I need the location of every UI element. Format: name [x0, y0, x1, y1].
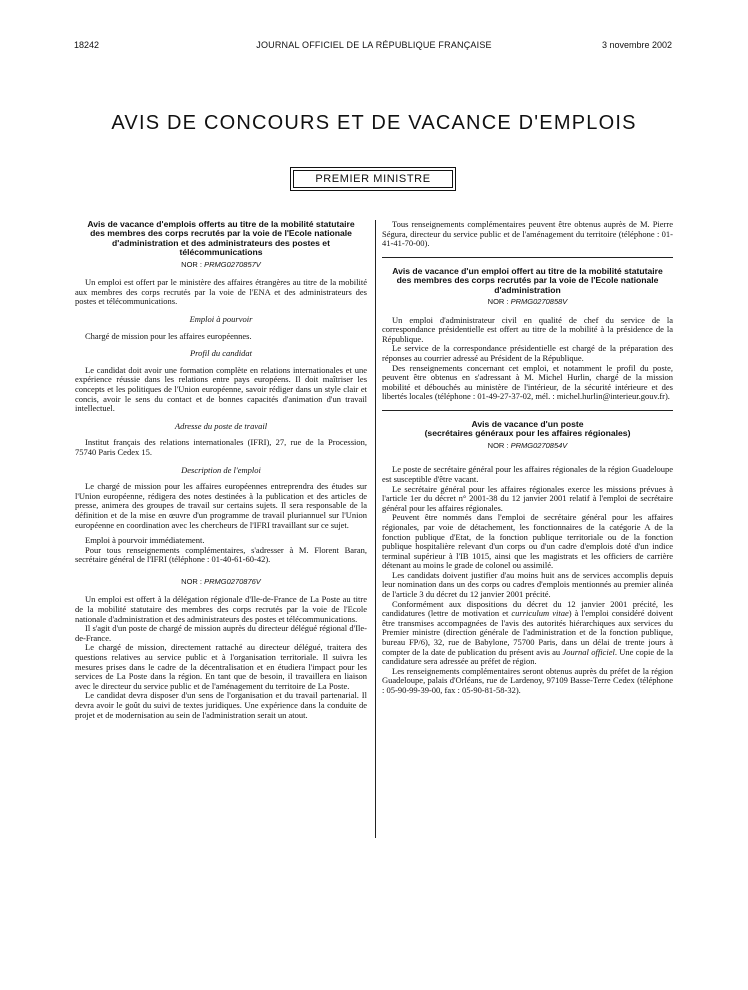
- nor-reference: NOR : PRMG0270876V: [181, 576, 261, 586]
- column-divider: [375, 220, 376, 838]
- paragraph: Emploi à pourvoir immédiatement.: [85, 535, 205, 546]
- paragraph: Le secrétaire général pour les affaires régionales exerce les missions prévues à l'article 1er du décret n° 2001-38 du 12 janvier 2001 relatif à l'emploi de secrétaire général pour les affaires régionales.: [382, 483, 673, 513]
- page-number: 18242: [74, 40, 100, 50]
- notice-subheading: (secrétaires généraux pour les affaires régionales): [424, 428, 631, 439]
- section-subtitle: Description de l'emploi: [181, 464, 261, 475]
- paragraph: Tous renseignements complémentaires peuvent être obtenus auprès de M. Pierre Ségura, directeur du service public et de l'aménagement du territoire (téléphone : 01-41-41-70-00).: [382, 219, 673, 249]
- section-rule: [382, 410, 673, 411]
- paragraph: Un emploi d'administrateur civil en qualité de chef du service de la correspondance présidentielle est offert au titre de la mobilité à la présidence de la République.: [382, 314, 673, 344]
- page-title: AVIS DE CONCOURS ET DE VACANCE D'EMPLOIS: [111, 112, 637, 134]
- ministry-box: [290, 167, 456, 191]
- notice-heading: Avis de vacance d'un poste: [471, 418, 584, 429]
- paragraph: Des renseignements concernant cet emploi, et notamment le profil du poste, peuvent être obtenus en s'adressant à M. Michel Hurlin, chargé de la mission mobilité et débouchés au ministère de l'intérieur, de la sécurité intérieure et des libertés locales (téléphone : 01-49-27-37-02, mél. : michel.hurlin@interieur.gouv.fr).: [382, 362, 673, 402]
- paragraph: Les candidats doivent justifier d'au moins huit ans de services accomplis depuis leur nomination dans un des corps ou cadres d'emplois mentionnés au premier alinéa de l'article 3 du décret du 12 janvier 2001 précité.: [382, 569, 673, 600]
- paragraph: Le candidat doit avoir une formation complète en relations internationales et une expérience réussie dans les relations entre pays européens. Il doit maîtriser les concepts et les politiques de l'Union européenne, savoir rédiger dans un style clair et concis, avoir le sens du contact et de bonnes capacités d'animation d'un travail intellectuel.: [75, 364, 367, 414]
- page-header: [0, 40, 748, 54]
- nor-reference: NOR : PRMG0270857V: [181, 259, 261, 269]
- section-subtitle: Adresse du poste de travail: [174, 420, 268, 431]
- paragraph: Un emploi est offert à la délégation régionale d'Ile-de-France de La Poste au titre de la mobilité statutaire des membres des corps recrutés par la voie de l'Ecole nationale d'administration et des administrateurs des postes et télécommunications.: [75, 594, 367, 624]
- journal-title: JOURNAL OFFICIEL DE LA RÉPUBLIQUE FRANÇAISE: [256, 40, 492, 50]
- paragraph: Le candidat devra disposer d'un sens de l'organisation et du travail partenarial. Il devra avoir le goût du suivi de textes juridiques. Une expérience dans la conduite de projet et de modernisation au sein de l'administration serait un atout.: [75, 690, 367, 720]
- paragraph: Peuvent être nommés dans l'emploi de secrétaire général pour les affaires régionales, par voie de détachement, les fonctionnaires de la catégorie A de la fonction publique d'Etat, de la fonction publique territoriale ou de la fonction publique hospitalière relevant d'un corps ou d'un cadre d'emplois doté d'un indice terminal supérieur à l'IB 1015, ainsi que les magistrats et les officiers de carrière détenant au moins le grade de colonel ou assimilé.: [382, 512, 673, 571]
- paragraph: Il s'agit d'un poste de chargé de mission auprès du directeur délégué régional d'Ile-de-France.: [75, 623, 367, 643]
- paragraph: Le poste de secrétaire général pour les affaires régionales de la région Guadeloupe est susceptible d'être vacant.: [382, 464, 673, 484]
- paragraph: Chargé de mission pour les affaires européennes.: [85, 330, 252, 341]
- paragraph: Conformément aux dispositions du décret du 12 janvier 2001 précité, les candidatures (lettre de motivation et curriculum vitae) à l'emploi considéré doivent être transmises accompagnées de l'avis des autorités hiérarchiques aux services du Premier ministre (direction générale de l'administration et de la fonction publique, bureau FP/6), 32, rue de Babylone, 75700 Paris, dans un délai de trente jours à compter de la date de publication du présent avis au Journal officiel. Une copie de la candidature sera adressée au préfet de région.: [382, 598, 674, 667]
- notice-heading: Avis de vacance d'un emploi offert au titre de la mobilité statutaire des membres des corps recrutés par la voie de l'Ecole nationale d'administration: [392, 265, 663, 295]
- section-subtitle: Emploi à pourvoir: [189, 314, 253, 324]
- notice-heading: Avis de vacance d'emplois offerts au titre de la mobilité statutaire des membres des corps recrutés par la voie de l'Ecole nationale d'administration et des administrateurs des postes et télécommunications: [87, 219, 355, 258]
- right-column: [382, 220, 673, 696]
- section-rule: [382, 257, 673, 258]
- paragraph: Pour tous renseignements complémentaires, s'adresser à M. Florent Baran, secrétaire général de l'IFRI (téléphone : 01-40-61-60-42).: [75, 544, 367, 565]
- paragraph: Institut français des relations internationales (IFRI), 27, rue de la Procession, 75740 Paris Cedex 15.: [75, 437, 367, 457]
- nor-reference: NOR : PRMG0270858V: [487, 297, 568, 306]
- ministry-label: PREMIER MINISTRE: [293, 170, 453, 188]
- paragraph: Le service de la correspondance présidentielle est chargé de la préparation des réponses au courrier adressé au Président de la République.: [382, 343, 673, 363]
- issue-date: 3 novembre 2002: [601, 40, 672, 50]
- paragraph: Un emploi est offert par le ministère des affaires étrangères au titre de la mobilité aux membres des corps recrutés par la voie de l'ENA et des administrateurs des postes et télécommunications.: [75, 277, 367, 307]
- section-subtitle: Profil du candidat: [189, 348, 252, 359]
- nor-reference: NOR : PRMG0270854V: [487, 440, 568, 450]
- paragraph: Les renseignements complémentaires seront obtenus auprès du préfet de la région Guadeloupe, palais d'Orléans, rue de Lardenoy, 97109 Basse-Terre Cedex (téléphone : 05-90-99-39-00, fax : 05-90-81-58-32).: [382, 665, 673, 695]
- paragraph: Le chargé de mission, directement rattaché au directeur délégué, traitera des questions relatives au service public et à l'organisation territoriale. Il suivra les mesures prises dans le cadre de la décentralisation et en étudiera l'impact pour les services de La Poste dans la région. En tant que de besoin, il travaillera en liaison avec le directeur du service public et de l'aménagement du territoire de La Poste.: [75, 642, 367, 691]
- left-column: [75, 220, 367, 720]
- paragraph: Le chargé de mission pour les affaires européennes entreprendra des études sur l'Union européenne, rédigera des notes destinées à la publication et des articles de presse, animera des groupes de travail sur certains sujets. Il sera responsable de la définition et de la mise en œuvre d'un programme de travail pluriannuel sur l'Union européenne en coordination avec les chercheurs de l'IFRI travaillant sur ce sujet.: [75, 481, 367, 530]
